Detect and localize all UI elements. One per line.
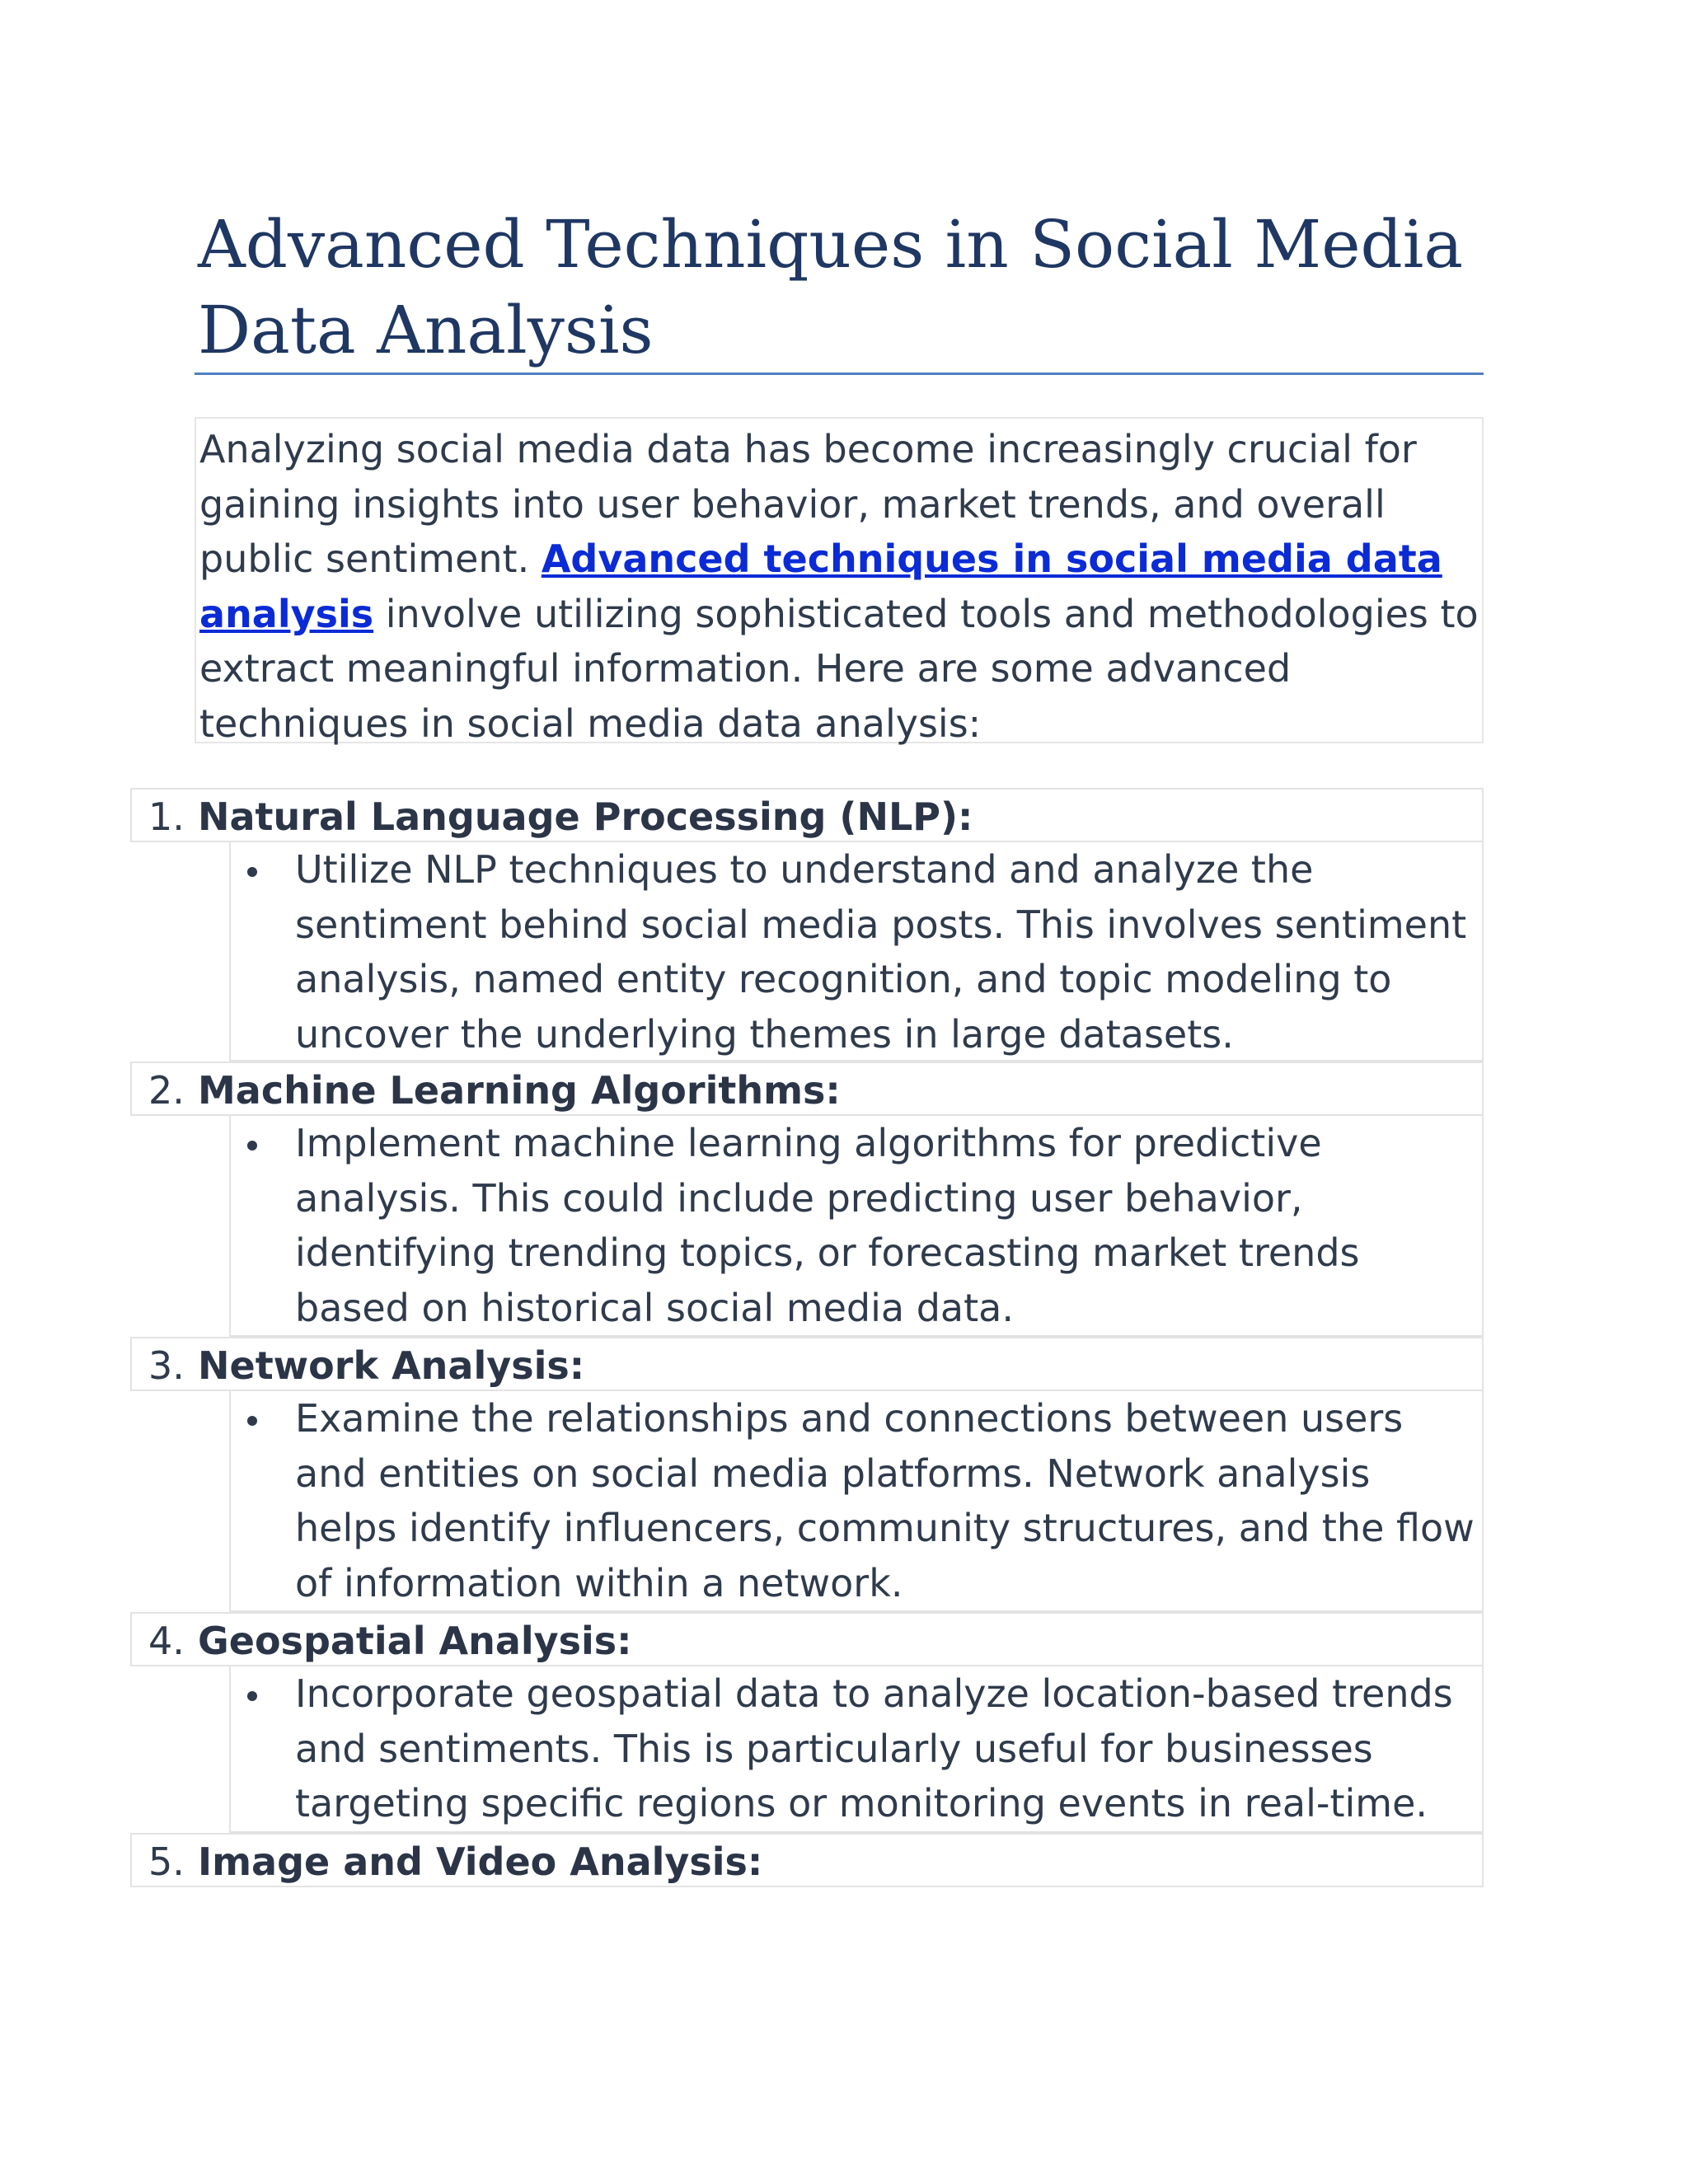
list-item-title: Network Analysis: [198, 1343, 585, 1388]
list-item-title: Machine Learning Algorithms: [198, 1068, 841, 1113]
list-item-text: Incorporate geospatial data to analyze location-based trends and sentiments. This is particularly useful for businesses targeting specific regions or monitoring events in real-time. [295, 1671, 1453, 1825]
list-number: 1. [148, 794, 185, 839]
list-number: 5. [148, 1840, 185, 1884]
list-item-heading-1 [130, 788, 1484, 842]
list-item-text: Utilize NLP techniques to understand and analyze the sentiment behind social media posts. This involves sentiment analysis, named entity recognition, and topic modeling to uncover the underlying themes in large datasets. [295, 847, 1467, 1057]
list-item-detail-1 [229, 842, 1484, 1062]
list-item-detail-2 [229, 1116, 1484, 1337]
intro-text-after: involve utilizing sophisticated tools and methodologies to extract meaningful information. Here are some advanced techniques in social media data analysis: [199, 591, 1479, 746]
intro-text-before: Analyzing social media data has become increasingly crucial for gaining insights into user behavior, market trends, and overall public sentiment. [199, 427, 1417, 581]
bullet-icon [247, 867, 257, 877]
list-item-title: Image and Video Analysis: [198, 1840, 763, 1884]
list-item-heading-3 [130, 1337, 1484, 1391]
list-item-title: Natural Language Processing (NLP): [198, 794, 973, 839]
title-divider [195, 373, 1484, 375]
intro-link[interactable]: Advanced techniques in social media data analysis [199, 537, 1442, 636]
bullet-icon [247, 1416, 257, 1426]
list-item-text: Examine the relationships and connections between users and entities on social media platforms. Network analysis helps identify influencers, community structures, and the flow of information within a network. [295, 1396, 1475, 1605]
list-item-detail-3 [229, 1391, 1484, 1612]
list-number: 3. [148, 1343, 185, 1388]
list-item-detail-4 [229, 1666, 1484, 1833]
list-number: 2. [148, 1068, 185, 1113]
page-title: Advanced Techniques in Social Media Data Analysis [198, 206, 1464, 368]
list-item-heading-2 [130, 1062, 1484, 1116]
bullet-icon [247, 1691, 257, 1701]
intro-paragraph [195, 417, 1484, 746]
bullet-icon [247, 1141, 257, 1151]
list-item-heading-4 [130, 1612, 1484, 1666]
list-number: 4. [148, 1619, 185, 1663]
list-item-title: Geospatial Analysis: [198, 1619, 632, 1663]
list-item-text: Implement machine learning algorithms for predictive analysis. This could include predicting user behavior, identifying trending topics, or forecasting market trends based on historical social media data. [295, 1121, 1360, 1330]
list-item-heading-5 [130, 1833, 1484, 1887]
